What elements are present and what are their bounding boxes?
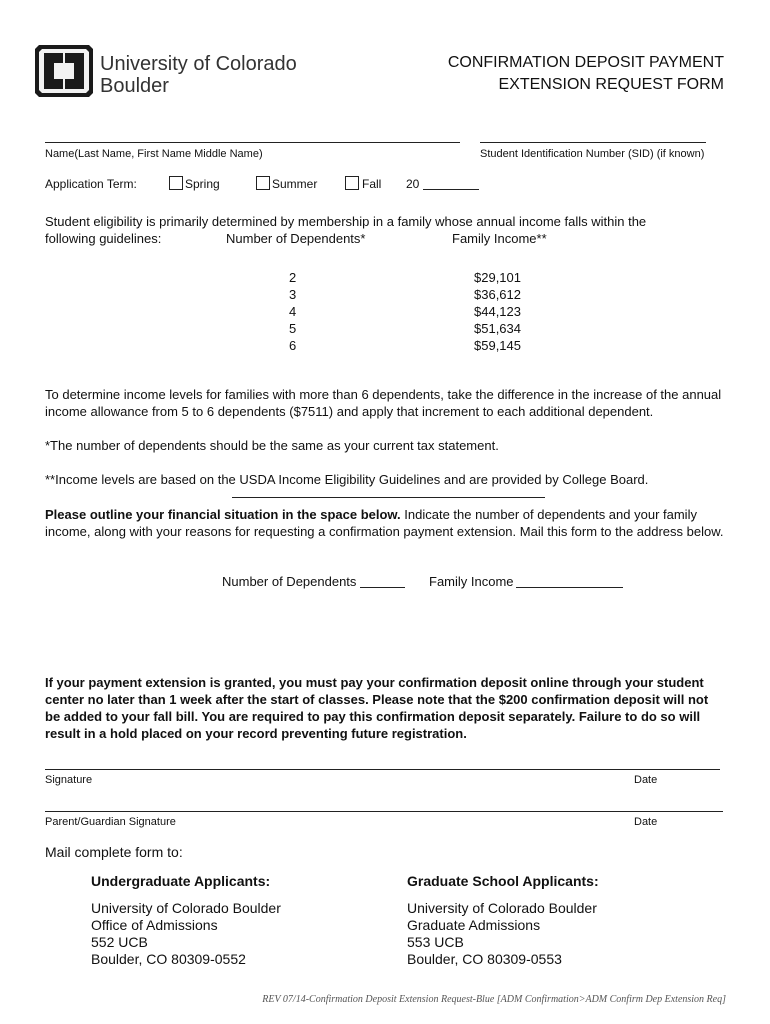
parent-signature-field[interactable] [45, 811, 723, 812]
name-field[interactable] [45, 142, 460, 143]
signature-date-label: Date [634, 774, 658, 786]
fall-checkbox[interactable] [345, 176, 359, 190]
form-title-line1: CONFIRMATION DEPOSIT PAYMENT [447, 54, 724, 71]
dependents-value: 3 [289, 287, 297, 302]
family-income-label: Family Income [429, 574, 514, 589]
signature-label: Signature [45, 774, 93, 786]
dependents-column-header: Number of Dependents* [226, 231, 366, 246]
dependents-value: 6 [289, 338, 297, 353]
university-name: University of Colorado [100, 53, 297, 75]
year-prefix: 20 [406, 177, 420, 191]
term-label: Application Term: [45, 177, 137, 191]
income-value: $51,634 [474, 321, 521, 336]
num-dependents-field[interactable] [360, 587, 405, 588]
family-income-field[interactable] [516, 587, 623, 588]
undergrad-address-line: Boulder, CO 80309-0552 [91, 951, 246, 967]
revision-footer: REV 07/14-Confirmation Deposit Extension Request-Blue [ADM Confirmation>ADM Confirm Dep Extension Req] [262, 994, 726, 1005]
income-value: $36,612 [474, 287, 521, 302]
dependents-value: 4 [289, 304, 297, 319]
parent-signature-label: Parent/Guardian Signature [45, 816, 176, 828]
outline-instructions [45, 506, 725, 540]
grad-heading: Graduate School Applicants: [407, 873, 599, 889]
summer-label: Summer [272, 177, 318, 191]
grad-address-line: Graduate Admissions [407, 917, 541, 933]
income-column-header: Family Income** [452, 231, 547, 246]
eligibility-line1: Student eligibility is primarily determined by membership in a family whose annual income falls within the [45, 214, 647, 229]
summer-checkbox[interactable] [256, 176, 270, 190]
undergrad-address-line: Office of Admissions [91, 917, 218, 933]
grad-address-line: University of Colorado Boulder [407, 900, 597, 916]
parent-date-label: Date [634, 816, 658, 828]
dependents-value: 5 [289, 321, 297, 336]
payment-warning: If your payment extension is granted, you must pay your confirmation deposit online through your student center no later than 1 week after the start of classes. Please note that the $200 confirmation deposit will not be added to your fall bill. You are required to pay this confirmation deposit separately. Failure to do so will result in a hold placed on your record preventing future registration. [45, 675, 709, 741]
cu-logo-icon [33, 41, 95, 101]
form-title-line2: EXTENSION REQUEST FORM [498, 76, 724, 93]
outline-heading: Please outline your financial situation in the space below. [45, 507, 401, 522]
undergrad-heading: Undergraduate Applicants: [91, 873, 271, 889]
mail-intro: Mail complete form to: [45, 844, 183, 860]
income-footnote: **Income levels are based on the USDA Income Eligibility Guidelines and are provided by College Board. [45, 472, 649, 487]
more-dependents-note: To determine income levels for families with more than 6 dependents, take the difference in the increase of the annual income allowance from 5 to 6 dependents ($7511) and apply that increment to each additional dependent. [45, 387, 722, 419]
name-label: Name(Last Name, First Name Middle Name) [45, 148, 263, 160]
year-field[interactable] [423, 189, 479, 190]
income-value: $29,101 [474, 270, 521, 285]
undergrad-address-line: 552 UCB [91, 934, 148, 950]
spring-label: Spring [185, 177, 220, 191]
dependents-value: 2 [289, 270, 297, 285]
dependents-footnote: *The number of dependents should be the same as your current tax statement. [45, 438, 499, 453]
spring-checkbox[interactable] [169, 176, 183, 190]
sid-label: Student Identification Number (SID) (if known) [480, 148, 705, 160]
sid-field[interactable] [480, 142, 706, 143]
grad-address-line: 553 UCB [407, 934, 464, 950]
num-dependents-label: Number of Dependents [222, 574, 357, 589]
fall-label: Fall [362, 177, 382, 191]
outline-body: Indicate the number of dependents and your family income, along with your reasons for requesting a confirmation payment extension. Mail this form to the address below. [45, 507, 724, 539]
signature-field[interactable] [45, 769, 720, 770]
university-campus: Boulder [100, 75, 169, 97]
undergrad-address-line: University of Colorado Boulder [91, 900, 281, 916]
grad-address-line: Boulder, CO 80309-0553 [407, 951, 562, 967]
eligibility-line2: following guidelines: [45, 231, 162, 246]
income-value: $59,145 [474, 338, 521, 353]
income-value: $44,123 [474, 304, 521, 319]
separator-line [232, 497, 545, 498]
